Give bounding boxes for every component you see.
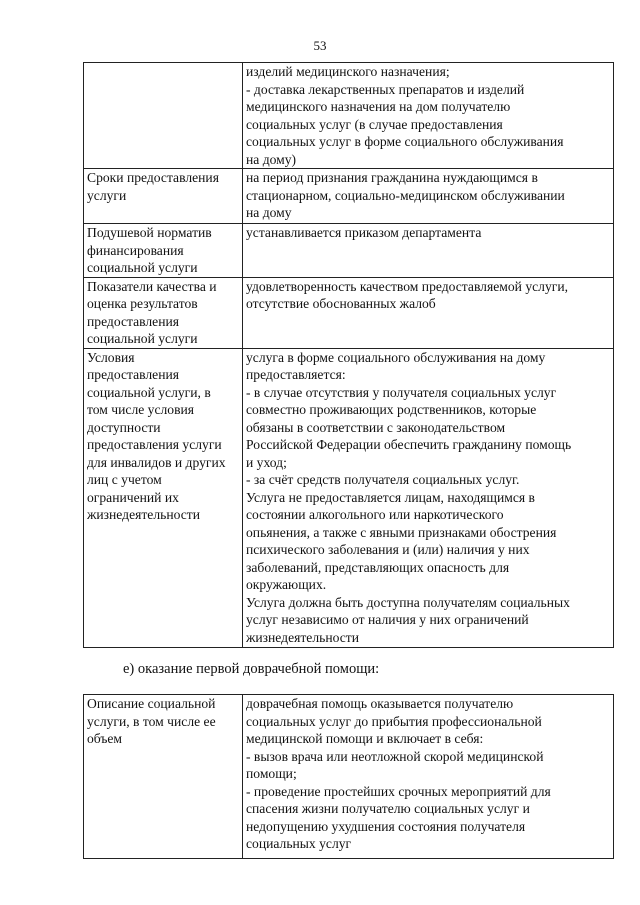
text-line: доступности: [87, 419, 161, 435]
text-line: спасения жизни получателю социальных услуг и: [246, 801, 530, 816]
text-line: - в случае отсутствия у получателя социальных услуг: [246, 384, 557, 400]
text-line: - проведение простейших срочных мероприятий для: [246, 783, 551, 799]
text-line: на дому): [246, 151, 297, 167]
text-line: на период признания гражданина нуждающимся в: [246, 170, 538, 185]
text-line: социальной услуги: [87, 331, 198, 346]
table-row-quality-indicators: [84, 277, 614, 348]
row-label-cell: [84, 348, 243, 647]
row-content-cell: [243, 169, 614, 224]
text-line: социальных услуг: [246, 836, 352, 851]
table-row-provision-conditions: [84, 348, 614, 647]
row-label-cell: [84, 224, 243, 278]
text-line: социальной услуги, в: [87, 384, 211, 400]
text-line: ограничений их: [87, 489, 179, 505]
text-line: объем: [87, 731, 123, 746]
text-line: - вызов врача или неотложной скорой медицинской: [246, 748, 544, 764]
text-line: устанавливается приказом департамента: [246, 225, 482, 240]
row-content-cell: [243, 63, 614, 169]
row-label-cell: [84, 277, 243, 348]
text-line: отсутствие обоснованных жалоб: [246, 296, 436, 311]
text-line: услуги, в том числе ее: [87, 713, 216, 729]
table-row-funding-norm: [84, 224, 614, 278]
text-line: помощи;: [246, 766, 297, 781]
text-line: оценка результатов: [87, 296, 198, 311]
text-line: предоставления: [87, 367, 180, 382]
text-line: Российской Федерации обеспечить гражданину помощь: [246, 437, 572, 452]
text-line: социальной услуги: [87, 260, 198, 275]
text-line: том числе условия: [87, 402, 195, 417]
row-label-cell: [84, 63, 243, 169]
row-label-cell: [84, 169, 243, 224]
text-line: услуга в форме социального обслуживания на дому: [246, 349, 546, 365]
text-line: Сроки предоставления: [87, 170, 219, 185]
row-label-cell: [84, 695, 243, 859]
text-line: Показатели качества и: [87, 278, 217, 294]
page-number: 53: [313, 38, 327, 53]
row-content-cell: [243, 695, 614, 859]
services-table-continued: [83, 62, 614, 648]
text-line: Условия: [87, 349, 135, 365]
text-line: изделий медицинского назначения;: [246, 64, 450, 79]
text-line: стационарном, социально-медицинском обслуживании: [246, 187, 565, 203]
row-content-cell: [243, 348, 614, 647]
section-heading: е) оказание первой доврачебной помощи:: [123, 661, 380, 677]
text-line: обязаны в соответствии с законодательством: [246, 419, 506, 435]
text-line: Услуга должна быть доступна получателям социальных: [246, 594, 570, 610]
text-line: предоставления: [87, 313, 180, 329]
text-line: для инвалидов и других: [87, 454, 226, 470]
text-line: финансирования: [87, 242, 184, 258]
text-line: медицинской помощи и включает в себя:: [246, 731, 484, 746]
text-line: на дому: [246, 205, 292, 220]
text-line: психического заболевания и (или) наличия у них: [246, 542, 530, 557]
text-line: жизнедеятельности: [246, 629, 359, 645]
text-line: и уход;: [246, 454, 287, 470]
row-content-cell: [243, 277, 614, 348]
first-aid-table: [83, 694, 614, 859]
text-line: лиц с учетом: [87, 472, 162, 487]
table-row-service-description: [84, 695, 614, 859]
table-row-service-terms: [84, 169, 614, 224]
text-line: недопущению ухудшения состояния получателя: [246, 818, 526, 834]
text-line: Услуга не предоставляется лицам, находящимся в: [246, 489, 535, 505]
text-line: социальных услуг до прибытия профессиональной: [246, 713, 542, 729]
text-line: доврачебная помощь оказывается получателю: [246, 696, 514, 711]
table-row-delivery: [84, 63, 614, 169]
text-line: опьянения, а также с явными признаками обострения: [246, 524, 557, 540]
text-line: окружающих.: [246, 577, 327, 592]
text-line: состоянии алкогольного или наркотического: [246, 507, 504, 522]
text-line: заболеваний, представляющих опасность для: [246, 559, 510, 575]
text-line: услуг независимо от наличия у них ограничений: [246, 612, 529, 627]
text-line: социальных услуг в форме социального обслуживания: [246, 134, 564, 149]
text-line: предоставления услуги: [87, 437, 222, 452]
text-line: Описание социальной: [87, 696, 216, 711]
text-line: жизнедеятельности: [87, 507, 200, 522]
text-line: удовлетворенность качеством предоставляемой услуги,: [246, 278, 568, 294]
text-line: - доставка лекарственных препаратов и изделий: [246, 81, 525, 97]
text-line: совместно проживающих родственников, которые: [246, 402, 537, 417]
text-line: услуги: [87, 187, 127, 203]
text-line: Подушевой норматив: [87, 225, 212, 240]
text-line: предоставляется:: [246, 367, 346, 382]
text-line: медицинского назначения на дом получателю: [246, 99, 511, 114]
text-line: социальных услуг (в случае предоставления: [246, 116, 503, 132]
row-content-cell: [243, 224, 614, 278]
text-line: - за счёт средств получателя социальных услуг.: [246, 472, 520, 487]
